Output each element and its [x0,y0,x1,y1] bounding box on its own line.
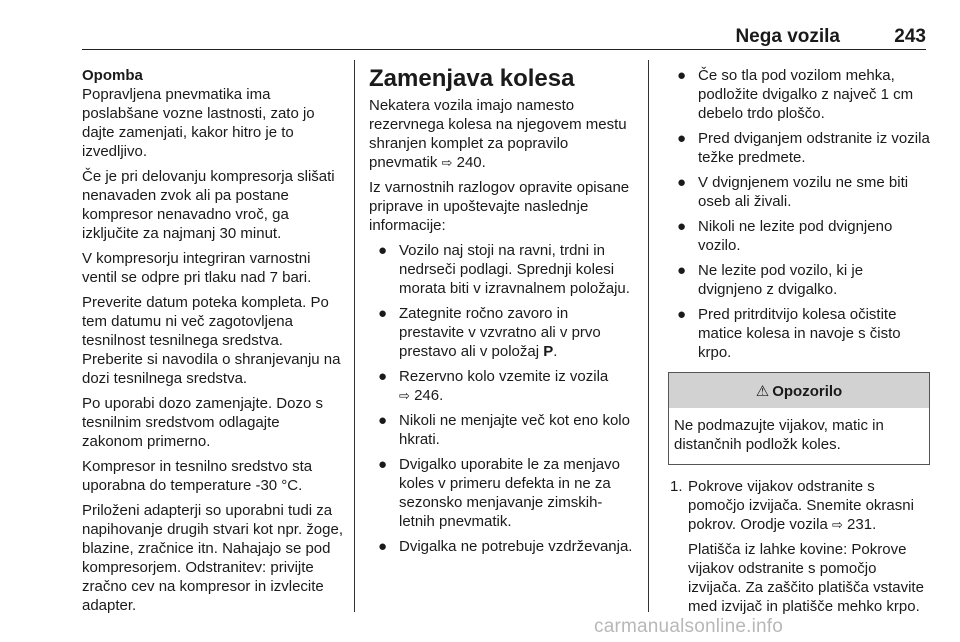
list-item-text: Ne lezite pod vozilo, ki je dvignjeno z dvigalko. [698,262,864,298]
list-item [668,305,930,362]
list-item [369,455,633,531]
bullet-icon: ● [677,174,687,191]
page-header [82,27,926,50]
list-item [369,411,633,449]
page-ref-link[interactable]: 231. [847,516,877,533]
list-item-text: Dvigalka ne potrebuje vzdrževanja. [399,538,633,555]
numbered-steps [668,477,930,616]
paragraph: Če je pri delovanju kompresorja slišati nenavaden zvok ali pa postane kompresor nenavadno vroč, ga izključite za najmanj 30 minut. [82,168,335,242]
page-ref-arrow-icon: ⇨ [441,155,453,170]
intro-text: Nekatera vozila imajo namesto rezervnega kolesa na njegovem mestu shranjen komplet za popravilo pnevmatik [369,97,627,171]
list-item-text: V dvignjenem vozilu ne sme biti oseb ali živali. [698,174,909,210]
watermark-text: carmanualsonline.info [594,616,784,637]
bullet-icon: ● [677,306,687,323]
step-text: Pokrove vijakov odstranite s pomočjo izvijača. Snemite okrasni pokrov. Orodje vozila [688,478,914,533]
step-text-paragraph [688,477,930,534]
warning-header [669,373,929,408]
list-item-text: Rezervno kolo vzemite iz vozila [399,368,609,385]
bullet-icon: ● [378,242,388,259]
list-item-text: Dvigalko uporabite le za menjavo koles v primeru defekta in ne za sezonsko menjavanje zimskih-letnih pnevmatik. [399,456,620,530]
paragraph: Kompresor in tesnilno sredstvo sta uporabna do temperature -30 °C. [82,458,313,494]
list-item-text: Vozilo naj stoji na ravni, trdni in nedrseči podlagi. Sprednji kolesi morata biti v izravnalnem položaju. [399,242,630,297]
column-left [82,66,344,621]
list-item-text: Pred dviganjem odstranite iz vozila težke predmete. [698,130,930,166]
header-title: Nega vozila [735,26,840,47]
bullet-icon: ● [378,412,388,429]
bullet-icon: ● [677,130,687,147]
warning-icon: ⚠ [755,383,770,400]
list-item [369,537,633,556]
bullet-icon: ● [677,67,687,84]
bullet-list [369,241,633,556]
page-ref-link[interactable]: 246. [414,387,444,404]
page-ref-link[interactable]: 240. [456,154,486,171]
column-divider [648,60,649,612]
list-item-text: Zategnite ročno zavoro in prestavite v vzvratno ali v prvo prestavo ali v položaj [399,305,601,360]
list-item [668,129,930,167]
warning-title: Opozorilo [772,383,843,400]
warning-body: Ne podmazujte vijakov, matic in distančnih podložk koles. [674,417,884,453]
note-heading: Opomba [82,67,143,84]
warning-box [668,372,930,465]
bullet-icon: ● [378,456,388,473]
step-number: 1. [670,478,683,495]
step-item [668,477,930,616]
list-item [369,367,633,405]
page-number: 243 [894,26,926,47]
gear-position-label: P [543,343,554,360]
list-item-text: Pred pritrditvijo kolesa očistite matice kolesa in navoje s čisto krpo. [698,306,901,361]
column-middle [369,66,633,562]
paragraph: Preverite datum poteka kompleta. Po tem datumu ni več zagotovljena tesnilnost tesnilnega sredstva. Preberite si navodila o shranjevanju na dozi tesnilnega sredstva. [82,294,341,387]
page-ref-arrow-icon: ⇨ [399,388,410,403]
list-item-text: Če so tla pod vozilom mehka, podložite dvigalko z največ 1 cm debelo trdo ploščo. [698,67,914,122]
intro-paragraph [369,96,633,172]
column-divider [354,60,355,612]
bullet-list [668,66,930,362]
section-title: Zamenjava kolesa [369,65,575,92]
bullet-icon: ● [677,262,687,279]
paragraph: Po uporabi dozo zamenjajte. Dozo s tesnilnim sredstvom odlagajte zakonom primerno. [82,395,323,450]
paragraph: Priloženi adapterji so uporabni tudi za napihovanje drugih stvari kot npr. žoge, blazine, zračnice itn. Nahajajo se pod kompresorjem. Odstranitev: privijte zračno cev na kompresor in izvlecite adapter. [82,502,343,614]
bullet-icon: ● [378,538,388,555]
list-item [668,217,930,255]
column-right [668,66,930,622]
list-item [369,241,633,298]
list-item-text: Nikoli ne menjajte več kot eno kolo hkrati. [399,412,630,448]
paragraph: V kompresorju integriran varnostni ventil se odpre pri tlaku nad 7 bari. [82,250,312,286]
page-ref-arrow-icon: ⇨ [831,517,843,532]
bullet-icon: ● [378,305,388,322]
list-item: ● Zategnite ročno zavoro in prestavite v vzvratno ali v prvo prestavo ali v položaj P. [378,305,601,360]
list-item [668,173,930,211]
paragraph: Popravljena pnevmatika ima poslabšane vozne lastnosti, zato jo dajte zamenjati, kakor hitro je to izvedljivo. [82,86,315,160]
bullet-icon: ● [378,368,388,385]
step-extra-text: Platišča iz lahke kovine: Pokrove vijakov odstranite s pomočjo izvijača. Za zaščito platišča vstavite med izvijač in platišče mehko krpo. [688,541,924,615]
list-item [668,66,930,123]
list-item [668,261,930,299]
bullet-icon: ● [677,218,687,235]
list-item-text: Nikoli ne lezite pod dvignjeno vozilo. [698,218,893,254]
intro-paragraph: Iz varnostnih razlogov opravite opisane priprave in upoštevajte naslednje informacije: [369,179,630,234]
